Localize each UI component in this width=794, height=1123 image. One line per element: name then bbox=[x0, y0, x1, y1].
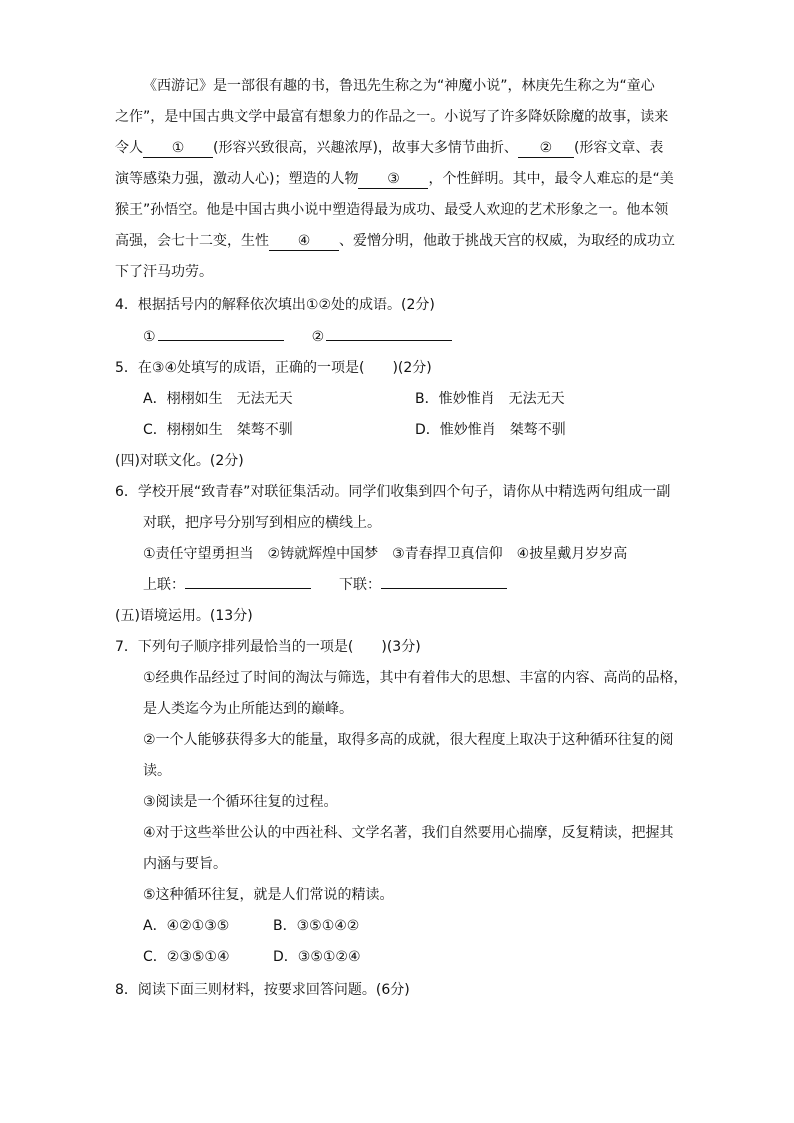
q7-option-a[interactable]: A．④②①③⑤ bbox=[143, 918, 230, 934]
answer-label-2: ② bbox=[311, 329, 325, 345]
upper-couplet-blank[interactable] bbox=[185, 588, 311, 589]
q5-option-b[interactable]: B．惟妙惟肖 无法无天 bbox=[415, 391, 565, 407]
passage-text: (形容兴致很高，兴趣浓厚)，故事大多情节曲折、 bbox=[213, 140, 518, 156]
q7-option-c[interactable]: C．②③⑤①④ bbox=[143, 949, 230, 965]
q7-sentence-1a: ①经典作品经过了时间的淘汰与筛选，其中有着伟大的思想、丰富的内容、高尚的品格， bbox=[143, 670, 688, 686]
question-4-answers bbox=[143, 327, 452, 347]
fill-blank-2[interactable]: ② bbox=[518, 139, 574, 158]
passage-line-7: 下了汗马功劳。 bbox=[115, 264, 213, 280]
q5-option-d[interactable]: D．惟妙惟肖 桀骜不驯 bbox=[415, 422, 566, 438]
lower-couplet-label: 下联： bbox=[339, 577, 381, 593]
q7-option-b[interactable]: B．③⑤①④② bbox=[273, 918, 360, 934]
fill-blank-3[interactable]: ③ bbox=[358, 170, 428, 189]
couplet-answer-row bbox=[143, 575, 507, 595]
passage-line-4 bbox=[115, 169, 674, 189]
fill-blank-4[interactable]: ④ bbox=[269, 232, 339, 251]
question-6-stem-2: 对联，把序号分别写到相应的横线上。 bbox=[143, 515, 381, 531]
q7-sentence-1b: 是人类迄今为止所能达到的巅峰。 bbox=[143, 701, 353, 717]
question-6-options: ①责任守望勇担当 ②铸就辉煌中国梦 ③青春捍卫真信仰 ④披星戴月岁岁高 bbox=[143, 546, 628, 562]
q7-sentence-2a: ②一个人能够获得多大的能量，取得多高的成就，很大程度上取决于这种循环往复的阅 bbox=[143, 732, 674, 748]
passage-line-2: 之作”，是中国古典文学中最富有想象力的作品之一。小说写了许多降妖除魔的故事，读来 bbox=[115, 109, 669, 125]
passage-text: 令人 bbox=[115, 140, 143, 156]
q7-sentence-2b: 读。 bbox=[143, 763, 171, 779]
fill-blank-1[interactable]: ① bbox=[143, 139, 213, 158]
passage-line-3 bbox=[115, 138, 663, 158]
passage-text: ，个性鲜明。其中，最令人难忘的是“美 bbox=[428, 171, 674, 187]
passage-line-6 bbox=[115, 231, 675, 251]
passage-text: 、爱憎分明，他敢于挑战天宫的权威，为取经的成功立 bbox=[339, 233, 675, 249]
q7-sentence-4b: 内涵与要旨。 bbox=[143, 856, 227, 872]
answer-label-1: ① bbox=[143, 329, 156, 345]
upper-couplet-label: 上联： bbox=[143, 577, 185, 593]
passage-text: 高强，会七十二变，生性 bbox=[115, 233, 269, 249]
answer-blank-2[interactable] bbox=[326, 340, 452, 341]
passage-text: 演等感染力强，激动人心)；塑造的人物 bbox=[115, 171, 359, 187]
q5-option-a[interactable]: A．栩栩如生 无法无天 bbox=[143, 391, 293, 407]
question-6-stem-1: 6．学校开展“致青春”对联征集活动。同学们收集到四个句子，请你从中精选两句组成一副 bbox=[115, 484, 671, 500]
question-5-stem: 5．在③④处填写的成语，正确的一项是( )(2分) bbox=[115, 360, 432, 376]
question-8-stem: 8．阅读下面三则材料，按要求回答问题。(6分) bbox=[115, 982, 410, 998]
passage-text: (形容文章、表 bbox=[573, 140, 664, 156]
section-4-heading: (四)对联文化。(2分) bbox=[115, 453, 244, 469]
passage-line-5: 猴王”孙悟空。他是中国古典小说中塑造得最为成功、最受人欢迎的艺术形象之一。他本领 bbox=[115, 202, 669, 218]
q5-option-c[interactable]: C．栩栩如生 桀骜不驯 bbox=[143, 422, 293, 438]
question-4-stem: 4．根据括号内的解释依次填出①②处的成语。(2分) bbox=[115, 297, 435, 313]
q7-sentence-4a: ④对于这些举世公认的中西社科、文学名著，我们自然要用心揣摩，反复精读，把握其 bbox=[143, 825, 674, 841]
answer-blank-1[interactable] bbox=[158, 340, 284, 341]
q7-option-d[interactable]: D．③⑤①②④ bbox=[273, 949, 361, 965]
lower-couplet-blank[interactable] bbox=[381, 588, 507, 589]
passage-line-1: 《西游记》是一部很有趣的书，鲁迅先生称之为“神魔小说”，林庚先生称之为“童心 bbox=[143, 78, 655, 94]
section-5-heading: (五)语境运用。(13分) bbox=[115, 608, 253, 624]
question-7-stem: 7．下列句子顺序排列最恰当的一项是( )(3分) bbox=[115, 639, 421, 655]
q7-sentence-3: ③阅读是一个循环往复的过程。 bbox=[143, 794, 338, 810]
q7-sentence-5: ⑤这种循环往复，就是人们常说的精读。 bbox=[143, 887, 394, 903]
